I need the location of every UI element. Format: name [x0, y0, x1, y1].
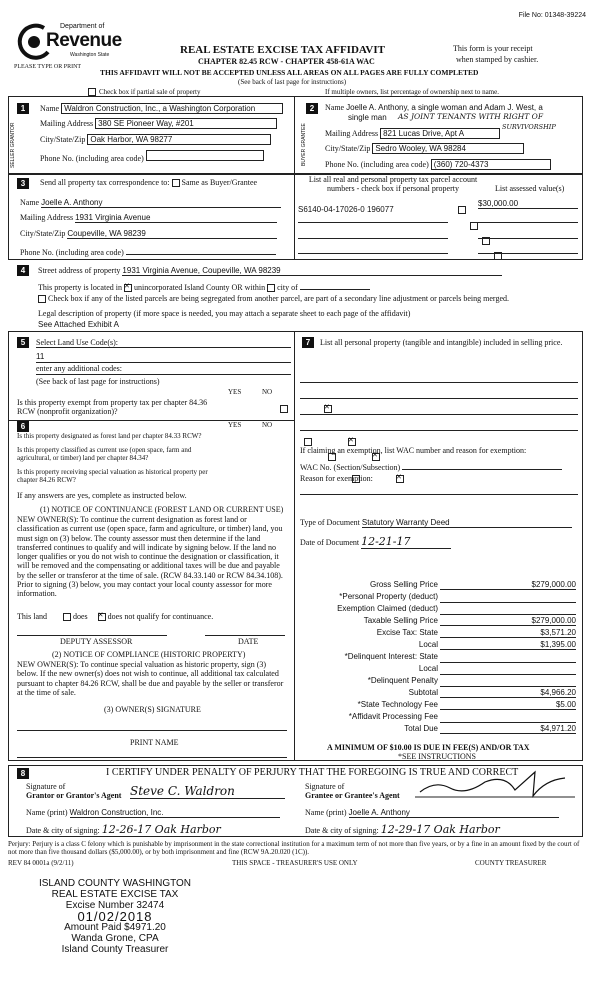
grantor-signature[interactable]: Steve C. Waldron — [130, 784, 285, 799]
owner-signature-label: (3) OWNER(S) SIGNATURE — [104, 705, 201, 714]
fee-label: Exemption Claimed (deduct) — [337, 604, 438, 613]
buyer-city-row: City/State/Zip Sedro Wooley, WA 98284 — [325, 143, 524, 154]
fee-label: Gross Selling Price — [369, 580, 438, 589]
s6-no-header: NO — [262, 421, 273, 429]
forest-question: Is this property designated as forest land per chapter 84.33 RCW? — [17, 432, 202, 440]
buyer-handwritten-vesting-2: SURVIVORSHIP — [502, 123, 556, 131]
notice-compliance-title: (2) NOTICE OF COMPLIANCE (HISTORIC PROPERTY) — [52, 650, 246, 659]
fee-label: *State Technology Fee — [357, 700, 438, 709]
fee-value[interactable]: $279,000.00 — [440, 616, 576, 626]
notice-continuance-body: NEW OWNER(S): To continue the current designation as forest land or classification as current use (open space, farm and agriculture, or timber) land, you must sign on (3) below. The county assessor must then determine if the land transferred continues to qualify and will indicate by signing below. If the land no longer qualifies or you do not wish to continue the designation or classification, it will be removed and the compensating or additional taxes will be due and payable by the seller or transferor at the time of sale. (RCW 84.33.140 or RCW 84.34.108). Prior to signing (3) below, you may contact your local county assessor for more information. — [17, 515, 283, 599]
fee-label: Total Due — [404, 724, 438, 733]
segregated-checkbox[interactable] — [38, 295, 46, 303]
parcel-1-personal-checkbox[interactable] — [458, 206, 466, 214]
parcel-assessed-value[interactable]: $30,000.00 — [478, 199, 578, 209]
file-number: File No: 01348-39224 — [518, 12, 586, 19]
fee-value[interactable] — [440, 664, 576, 675]
does-not-qualify-checkbox[interactable] — [98, 613, 106, 621]
see-instructions-note: *SEE INSTRUCTIONS — [398, 752, 477, 761]
buyer-name-row: Name Joelle A. Anthony, a single woman and Adam J. West, a — [325, 103, 543, 112]
seller-side-label: SELLER GRANTOR — [10, 122, 16, 168]
fee-value[interactable] — [440, 592, 576, 603]
buyer-mail-row: Mailing Address 821 Lucas Drive, Apt A — [325, 128, 500, 139]
this-land-row: This land does ✕ does not qualify for continuance. — [17, 612, 213, 621]
fee-label: *Delinquent Penalty — [367, 676, 438, 685]
county-treasurer-label: COUNTY TREASURER — [475, 859, 547, 867]
located-row: This property is located in ✕ unincorporated Island County OR within city of — [38, 281, 370, 292]
doc-date-row: Date of Document 12-21-17 — [300, 535, 451, 549]
grantee-name-field[interactable]: Joelle A. Anthony — [349, 808, 559, 818]
parcels-header: List all real and personal property tax parcel account numbers - check box if personal property — [308, 175, 478, 193]
historic-no-checkbox[interactable] — [396, 475, 404, 483]
grantor-sig-label: Signature of Grantor or Grantor's Agent — [26, 782, 122, 800]
grantee-date-field[interactable]: 12-29-17 Oak Harbor — [381, 823, 563, 837]
logo-state: Washington State — [70, 52, 110, 58]
fee-value[interactable] — [440, 676, 576, 687]
minimum-due-note: A MINIMUM OF $10.00 IS DUE IN FEE(S) AND/OR TAX — [327, 743, 530, 752]
fee-label: *Affidavit Processing Fee — [348, 712, 438, 721]
grantee-signature-icon[interactable] — [415, 770, 575, 798]
instructions-note: (See back of last page for instructions) — [238, 78, 347, 86]
additional-codes-label: enter any additional codes: — [36, 364, 122, 373]
fee-label: *Personal Property (deduct) — [339, 592, 438, 601]
fee-label: Local — [418, 640, 438, 649]
partial-sale-label: Check box if partial sale of property — [88, 88, 200, 96]
doc-date-field[interactable]: 12-21-17 — [361, 535, 451, 549]
fee-label: Excise Tax: State — [376, 628, 438, 637]
corr-city-row: City/State/Zip Coupeville, WA 98239 — [20, 229, 277, 239]
fee-value[interactable] — [440, 712, 576, 723]
section-4-number: 4 — [17, 265, 29, 276]
fee-label: Local — [418, 664, 438, 673]
legal-desc-value[interactable]: See Attached Exhibit A — [38, 320, 119, 329]
buyer-name-line2: single man — [348, 113, 387, 122]
grantor-name-field[interactable]: Waldron Construction, Inc. — [70, 808, 280, 818]
doc-type-field[interactable]: Statutory Warranty Deed — [362, 518, 572, 528]
section-6-number: 6 — [17, 421, 29, 432]
city-of-field[interactable] — [300, 281, 370, 290]
unincorporated-checkbox[interactable] — [124, 284, 132, 292]
fee-label: Taxable Selling Price — [363, 616, 438, 625]
section-8-number: 8 — [17, 768, 29, 779]
street-address-field[interactable]: 1931 Virginia Avenue, Coupeville, WA 98239 — [122, 266, 502, 276]
section-1-number: 1 — [17, 103, 29, 114]
parcel-2-personal-checkbox[interactable] — [470, 222, 478, 230]
exemption-label: If claiming an exemption, list WAC number and reason for exemption: — [300, 446, 527, 455]
warning-text: THIS AFFIDAVIT WILL NOT BE ACCEPTED UNLESS ALL AREAS ON ALL PAGES ARE FULLY COMPLETED — [100, 68, 479, 77]
buyer-phone-field[interactable]: (360) 720-4373 — [431, 159, 551, 170]
fee-value[interactable]: $5.00 — [440, 700, 576, 710]
buyer-mail-field[interactable]: 821 Lucas Drive, Apt A — [380, 128, 500, 139]
corr-mail-field[interactable]: 1931 Virginia Avenue — [75, 213, 277, 223]
deputy-assessor-label: DEPUTY ASSESSOR — [60, 637, 133, 646]
land-use-label: Select Land Use Code(s): — [36, 338, 118, 347]
s6-yes-header: YES — [228, 421, 242, 429]
buyer-city-field[interactable]: Sedro Wooley, WA 98284 — [372, 143, 524, 154]
fee-label: Subtotal — [408, 688, 438, 697]
section-5-number: 5 — [17, 337, 29, 348]
reason-label: Reason for exemption: — [300, 474, 373, 483]
if-yes-note: If any answers are yes, complete as instructed below. — [17, 491, 187, 500]
grantee-name-row: Name (print) Joelle A. Anthony — [305, 808, 559, 818]
fee-value[interactable]: $279,000.00 — [440, 580, 576, 590]
assessed-header: List assessed value(s) — [495, 184, 565, 193]
buyer-phone-row: Phone No. (including area code) (360) 720-4373 — [325, 159, 551, 170]
grantee-date-row: Date & city of signing: 12-29-17 Oak Harbor — [305, 823, 563, 837]
seller-name-field[interactable]: Waldron Construction, Inc., a Washington Corporation — [61, 103, 283, 114]
does-qualify-checkbox[interactable] — [63, 613, 71, 621]
corr-name-row: Name Joelle A. Anthony — [20, 198, 281, 208]
receipt-note-2: when stamped by cashier. — [456, 55, 539, 64]
historic-question: Is this property receiving special valuation as historical property per chapter 84.26 RCW? — [17, 468, 208, 484]
parcel-number[interactable]: S6140-04-17026-0 196077 — [298, 205, 394, 214]
correspondence-label: Send all property tax correspondence to: Same as Buyer/Grantee — [40, 178, 258, 187]
perjury-note: Perjury: Perjury is a class C felony which is punishable by imprisonment in the state correctional institution for a maximum term of not more than five years, or by a fine in an amount fixed by the court of not more than five thousand dollars ($5,000.00), or by both imprisonment and fine (RCW 9A.20.020 (1C)). — [8, 840, 580, 856]
treasurer-stamp: ISLAND COUNTY WASHINGTON REAL ESTATE EXCISE TAX Excise Number 32474 01/02/2018 Amount Paid $4971.20 Wanda Grone, CPA Island County Treasurer — [38, 878, 192, 955]
seller-city-row: City/State/Zip Oak Harbor, WA 98277 — [40, 134, 271, 145]
logo-name: Revenue — [46, 30, 122, 51]
seller-phone-field[interactable] — [146, 150, 264, 161]
corr-mail-row: Mailing Address 1931 Virginia Avenue — [20, 213, 277, 223]
wac-row: WAC No. (Section/Subsection) — [300, 461, 562, 472]
section-7-number: 7 — [302, 337, 314, 348]
legal-desc-label: Legal description of property (if more space is needed, you may attach a separate sheet to each page of the affidavit) — [38, 309, 411, 318]
personal-property-label: List all personal property (tangible and intangible) included in selling price. — [320, 338, 563, 347]
date-label: DATE — [238, 637, 259, 646]
dor-logo — [14, 20, 124, 66]
land-use-code[interactable]: 11 — [36, 352, 45, 361]
corr-city-field[interactable]: Coupeville, WA 98239 — [67, 229, 277, 239]
section-2-number: 2 — [306, 103, 318, 114]
fee-value[interactable]: $3,571.20 — [440, 628, 576, 638]
form-revision: REV 84 0001a (9/2/11) — [8, 859, 74, 867]
fee-value[interactable] — [440, 604, 576, 615]
form-chapter: CHAPTER 82.45 RCW - CHAPTER 458-61A WAC — [198, 57, 375, 66]
seller-name-row: Name Waldron Construction, Inc., a Washington Corporation — [40, 103, 290, 114]
same-as-buyer-checkbox[interactable] — [172, 179, 180, 187]
buyer-name-field[interactable]: Joelle A. Anthony, a single woman and Adam J. West, a — [346, 103, 543, 112]
fee-value[interactable]: $4,971.20 — [440, 724, 576, 734]
treasurer-space-note: THIS SPACE - TREASURER'S USE ONLY — [232, 859, 358, 867]
seller-mail-field[interactable]: 380 SE Pioneer Way, #201 — [95, 118, 277, 129]
grantor-date-row: Date & city of signing: 12-26-17 Oak Harbor — [26, 823, 282, 837]
wac-field[interactable] — [402, 461, 562, 470]
city-of-checkbox[interactable] — [267, 284, 275, 292]
grantor-date-field[interactable]: 12-26-17 Oak Harbor — [102, 823, 282, 837]
exempt-no-header: NO — [262, 388, 273, 396]
corr-name-field[interactable]: Joelle A. Anthony — [41, 198, 281, 208]
corr-phone-row: Phone No. (including area code) — [20, 245, 276, 257]
exempt-question: Is this property exempt from property tax per chapter 84.36 RCW (nonprofit organization)? — [17, 398, 208, 416]
see-back-note: (See back of last page for instructions) — [36, 377, 160, 386]
notice-continuance-title: (1) NOTICE OF CONTINUANCE (FOREST LAND OR CURRENT USE) — [40, 505, 284, 514]
exempt-yes-checkbox[interactable] — [280, 405, 288, 413]
multiple-owners-note: If multiple owners, list percentage of ownership next to name. — [325, 88, 499, 96]
notice-compliance-body: NEW OWNER(S): To continue special valuation as historic property, sign (3) below. If the new owner(s) does not wish to continue, all additional tax calculated pursuant to chapter 84.26 RCW, shall be due and payable by the seller or transferor at the time of sale. — [17, 660, 284, 697]
fee-value[interactable]: $1,395.00 — [440, 640, 576, 650]
doc-type-row: Type of Document Statutory Warranty Deed — [300, 518, 572, 528]
print-name-label: PRINT NAME — [130, 738, 179, 747]
grantor-name-row: Name (print) Waldron Construction, Inc. — [26, 808, 280, 818]
segregated-row: Check box if any of the listed parcels are being segregated from another parcel, are part of a secondary line adjustment or parcels being merged. — [38, 294, 509, 303]
parcel-row-1 — [298, 199, 468, 217]
exempt-no-checkbox[interactable] — [324, 405, 332, 413]
please-type: PLEASE TYPE OR PRINT — [14, 64, 82, 70]
grantee-sig-label: Signature of Grantee or Grantee's Agent — [305, 782, 400, 800]
certify-statement: I CERTIFY UNDER PENALTY OF PERJURY THAT THE FOREGOING IS TRUE AND CORRECT — [106, 767, 519, 778]
section-3-number: 3 — [17, 178, 29, 189]
exempt-yes-header: YES — [228, 388, 242, 396]
seller-phone-row: Phone No. (including area code) — [40, 150, 264, 163]
buyer-handwritten-vesting: AS JOINT TENANTS WITH RIGHT OF — [398, 112, 544, 121]
form-title: REAL ESTATE EXCISE TAX AFFIDAVIT — [180, 44, 385, 56]
seller-city-field[interactable]: Oak Harbor, WA 98277 — [87, 134, 271, 145]
seller-mail-row: Mailing Address 380 SE Pioneer Way, #201 — [40, 118, 277, 129]
logo-department: Department of — [60, 23, 105, 30]
corr-phone-field[interactable] — [126, 245, 276, 255]
fee-value[interactable] — [440, 652, 576, 663]
current-use-question: Is this property classified as current use (open space, farm and agricultural, or timber) land per chapter 84.34? — [17, 446, 192, 462]
fee-value[interactable]: $4,966.20 — [440, 688, 576, 698]
buyer-side-label: BUYER GRANTEE — [301, 123, 307, 167]
fee-label: *Delinquent Interest: State — [344, 652, 438, 661]
street-row: Street address of property 1931 Virginia Avenue, Coupeville, WA 98239 — [38, 266, 502, 276]
receipt-note-1: This form is your receipt — [453, 44, 533, 53]
